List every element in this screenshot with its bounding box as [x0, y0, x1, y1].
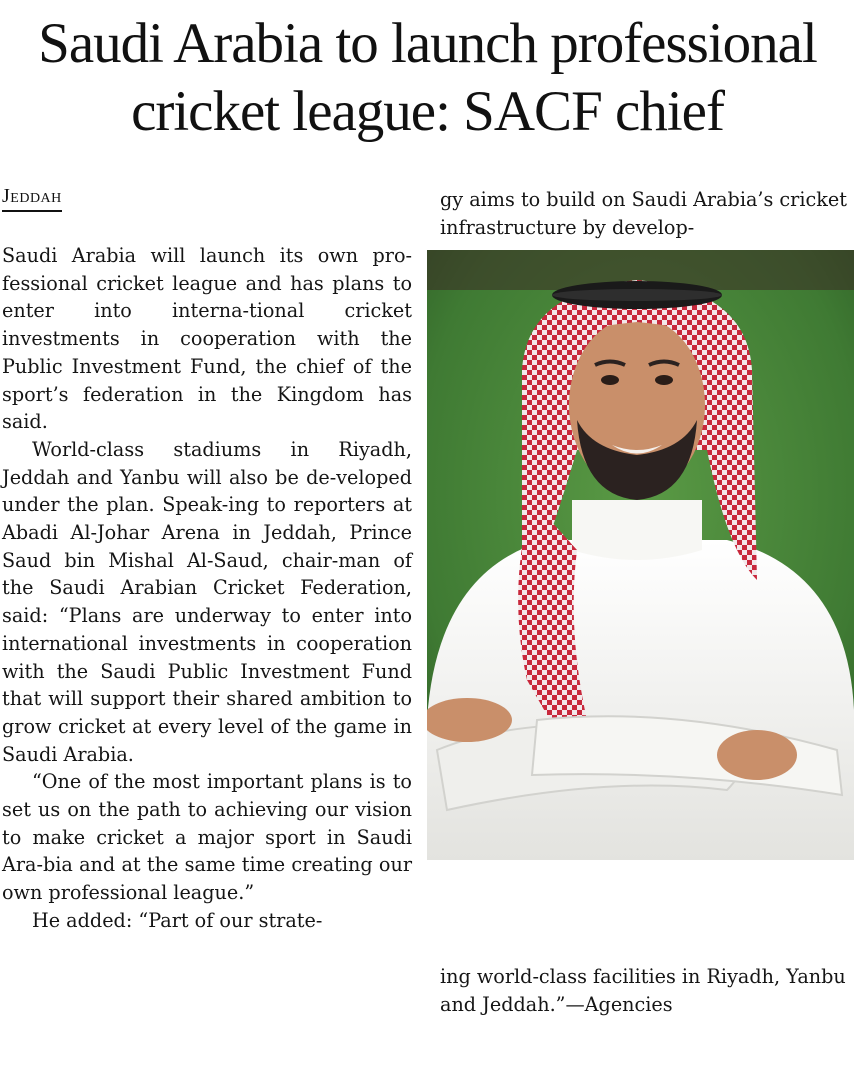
paragraph-4: He added: “Part of our strate-	[32, 908, 323, 932]
portrait-photo	[427, 250, 854, 860]
paragraph-continued: gy aims to build on Saudi Arabia’s cricket infrastructure by develop-	[440, 188, 847, 239]
article-column-right-top	[440, 186, 854, 241]
headline-line-2: cricket league: SACF chief	[131, 80, 724, 143]
dateline: Jeddah	[2, 184, 62, 212]
paragraph-3: “One of the most important plans is to set us on the path to achieving our vision to make cricket a major sport in Saudi Ara-bia and at the same time creating our own professional league.”	[2, 770, 412, 905]
headline	[0, 10, 855, 146]
paragraph-2: World-class stadiums in Riyadh, Jeddah and Yanbu will also be de-veloped under the plan. Speak-ing to reporters at Abadi Al-Johar Arena in Jeddah, Prince Saud bin Mishal Al-Saud, chair-man of the Saudi Arabian Cricket Federation, said: “Plans are underway to enter into international investments in cooperation with the Saudi Public Investment Fund that will support their shared ambition to grow cricket at every level of the game in Saudi Arabia.	[2, 437, 412, 766]
portrait-illustration	[427, 250, 854, 860]
article-column-left	[2, 242, 412, 935]
paragraph-ending: ing world-class facilities in Riyadh, Yanbu and Jeddah.”—Agencies	[440, 965, 846, 1016]
article-column-right-bottom	[440, 963, 854, 1018]
paragraph-1: Saudi Arabia will launch its own pro-fessional cricket league and has plans to enter into interna-tional cricket investments in cooperation with the Public Investment Fund, the chief of the sport’s federation in the Kingdom has said.	[2, 244, 412, 434]
headline-line-1: Saudi Arabia to launch professional	[38, 12, 817, 75]
